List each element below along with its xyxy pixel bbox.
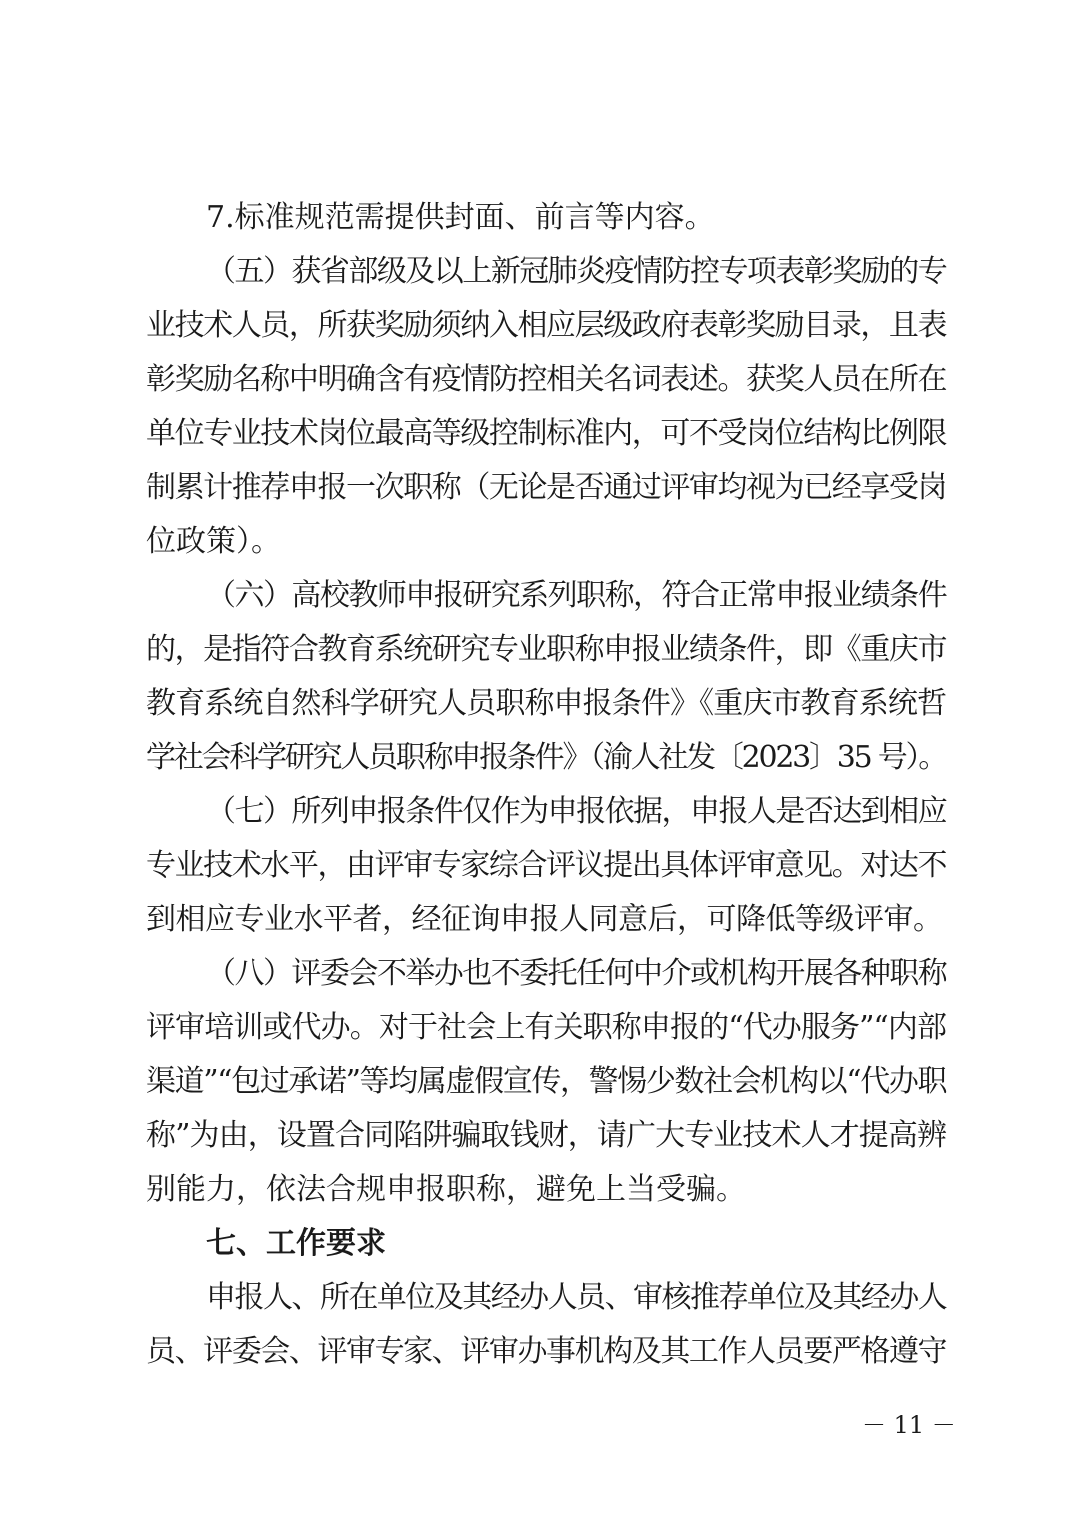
page-number: － 11 －: [862, 1411, 956, 1439]
text-line: 学社会科学研究人员职称申报条件》（渝人社发〔2023〕35 号）。: [146, 740, 946, 775]
text-line: 专业技术水平，由评审专家综合评议提出具体评审意见。对达不: [146, 848, 946, 883]
text-line: （七）所列申报条件仅作为申报依据，申报人是否达到相应: [206, 794, 946, 829]
text-line: 评审培训或代办。对于社会上有关职称申报的“代办服务”“内部: [146, 1010, 946, 1045]
text-line: 申报人、所在单位及其经办人员、审核推荐单位及其经办人: [206, 1280, 946, 1315]
text-line: 称”为由，设置合同陷阱骗取钱财，请广大专业技术人才提高辨: [146, 1118, 946, 1153]
text-line: 渠道”“包过承诺”等均属虚假宣传，警惕少数社会机构以“代办职: [146, 1064, 946, 1099]
section-heading: 七、工作要求: [206, 1226, 386, 1261]
text-line: （八）评委会不举办也不委托任何中介或机构开展各种职称: [206, 956, 946, 991]
text-line: 业技术人员，所获奖励须纳入相应层级政府表彰奖励目录，且表: [146, 308, 946, 343]
text-line: 的，是指符合教育系统研究专业职称申报业绩条件，即《重庆市: [146, 632, 946, 667]
text-line: 7.标准规范需提供封面、前言等内容。: [206, 200, 715, 235]
text-line: （五）获省部级及以上新冠肺炎疫情防控专项表彰奖励的专: [206, 254, 946, 289]
text-line: 教育系统自然科学研究人员职称申报条件》《重庆市教育系统哲: [146, 686, 946, 721]
text-line: 制累计推荐申报一次职称（无论是否通过评审均视为已经享受岗: [146, 470, 946, 505]
text-line: 到相应专业水平者，经征询申报人同意后，可降低等级评审。: [146, 902, 943, 937]
text-line: 别能力，依法合规申报职称，避免上当受骗。: [146, 1172, 746, 1207]
text-line: 彰奖励名称中明确含有疫情防控相关名词表述。获奖人员在所在: [146, 362, 946, 397]
text-line: 位政策）。: [146, 524, 281, 559]
text-line: 单位专业技术岗位最高等级控制标准内，可不受岗位结构比例限: [146, 416, 946, 451]
text-line: 员、评委会、评审专家、评审办事机构及其工作人员要严格遵守: [146, 1334, 946, 1369]
text-line: （六）高校教师申报研究系列职称，符合正常申报业绩条件: [206, 578, 946, 613]
